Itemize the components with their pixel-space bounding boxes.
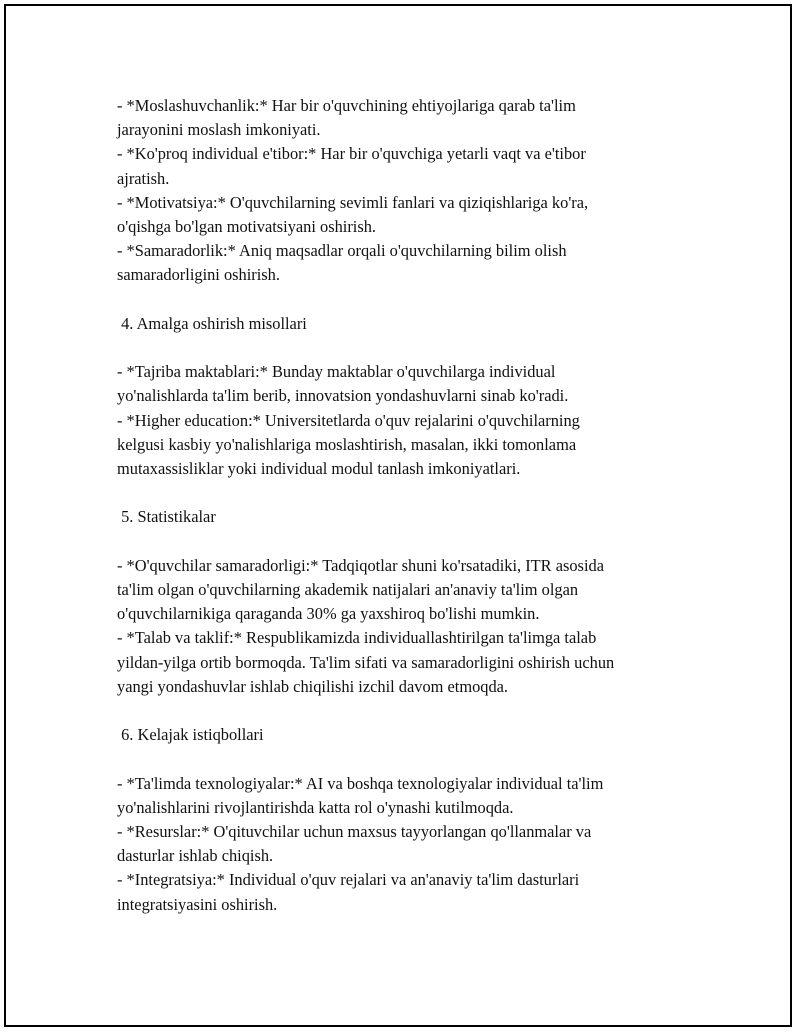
list-item-motivatsiya [117, 191, 717, 239]
list-item-line: - *Higher education:* Universitetlarda o'quv rejalarini o'quvchilarning [117, 410, 580, 430]
blank-line [117, 747, 717, 771]
list-item-line: - *Ko'proq individual e'tibor:* Har bir o'quvchiga yetarli vaqt va e'tibor [117, 144, 586, 164]
list-item-line: samaradorligini oshirish. [117, 265, 280, 285]
list-item-resurslar [117, 820, 717, 868]
list-item-line: - *O'quvchilar samaradorligi:* Tadqiqotlar shuni ko'rsatadiki, ITR asosida [117, 555, 604, 575]
blank-line [117, 288, 717, 312]
list-item-line: yo'nalishlarda ta'lim berib, innovatsion yondashuvlarni sinab ko'radi. [117, 386, 569, 406]
list-item-line: - *Resurslar:* O'qituvchilar uchun maxsus tayyorlangan qo'llanmalar va [117, 822, 592, 841]
list-item-line: kelgusi kasbiy yo'nalishlariga moslashtirish, masalan, ikki tomonlama [117, 434, 577, 454]
section-5-statistics-list [117, 554, 717, 699]
list-item-line: dasturlar ishlab chiqish. [117, 846, 274, 866]
blank-line [117, 699, 717, 723]
list-item-line: yildan-yilga ortib bormoqda. Ta'lim sifati va samaradorligini oshirish uchun [117, 652, 615, 672]
list-item-samaradorlik [117, 239, 717, 287]
list-item-line: - *Moslashuvchanlik:* Har bir o'quvchining ehtiyojlariga qarab ta'lim [117, 96, 576, 115]
section-6-prospects-list [117, 772, 717, 917]
list-item-line: - *Tajriba maktablari:* Bunday maktablar o'quvchilarga individual [117, 362, 556, 382]
section-4-heading: 4. Amalga oshirish misollari [117, 313, 307, 333]
list-item-line: o'quvchilarnikiga qaraganda 30% ga yaxshiroq bo'lishi mumkin. [117, 604, 540, 624]
document-body [117, 94, 717, 917]
blank-line [117, 336, 717, 360]
list-item-higher-education [117, 409, 717, 482]
list-item-oquvchilar-samaradorligi [117, 554, 717, 627]
list-item-line: - *Ta'limda texnologiyalar:* AI va boshqa texnologiyalar individual ta'lim [117, 773, 604, 793]
blank-line [117, 481, 717, 505]
section-5-heading: 5. Statistikalar [117, 507, 216, 527]
list-item-line: ta'lim olgan o'quvchilarning akademik natijalari an'anaviy ta'lim olgan [117, 580, 579, 599]
section-4-examples-list [117, 360, 717, 481]
list-item-line: jarayonini moslash imkoniyati. [117, 120, 321, 140]
list-item-line: - *Talab va taklif:* Respublikamizda individuallashtirilgan ta'limga talab [117, 628, 597, 648]
list-item-line: - *Samaradorlik:* Aniq maqsadlar orqali o'quvchilarning bilim olish [117, 241, 567, 261]
list-item-individual-etibor [117, 142, 717, 190]
list-item-line: o'qishga bo'lgan motivatsiyani oshirish. [117, 217, 377, 237]
list-item-line: yangi yondashuvlar ishlab chiqilishi izchil davom etmoqda. [117, 676, 509, 696]
list-item-line: integratsiyasini oshirish. [117, 894, 278, 914]
list-item-tajriba-maktablari [117, 360, 717, 408]
list-item-line: ajratish. [117, 168, 170, 188]
list-item-line: mutaxassisliklar yoki individual modul tanlash imkoniyatlari. [117, 459, 521, 479]
list-item-talab-va-taklif [117, 626, 717, 699]
list-item-line: yo'nalishlarini rivojlantirishda katta rol o'ynashi kutilmoqda. [117, 797, 514, 817]
section-3-benefits-list [117, 94, 717, 288]
list-item-line: - *Integratsiya:* Individual o'quv rejalari va an'anaviy ta'lim dasturlari [117, 870, 580, 890]
list-item-talimda-texnologiyalar [117, 772, 717, 820]
list-item-line: - *Motivatsiya:* O'quvchilarning sevimli fanlari va qiziqishlariga ko'ra, [117, 192, 589, 212]
list-item-integratsiya [117, 868, 717, 916]
section-6-heading: 6. Kelajak istiqbollari [117, 725, 264, 745]
list-item-moslashuvchanlik [117, 94, 717, 142]
blank-line [117, 530, 717, 554]
